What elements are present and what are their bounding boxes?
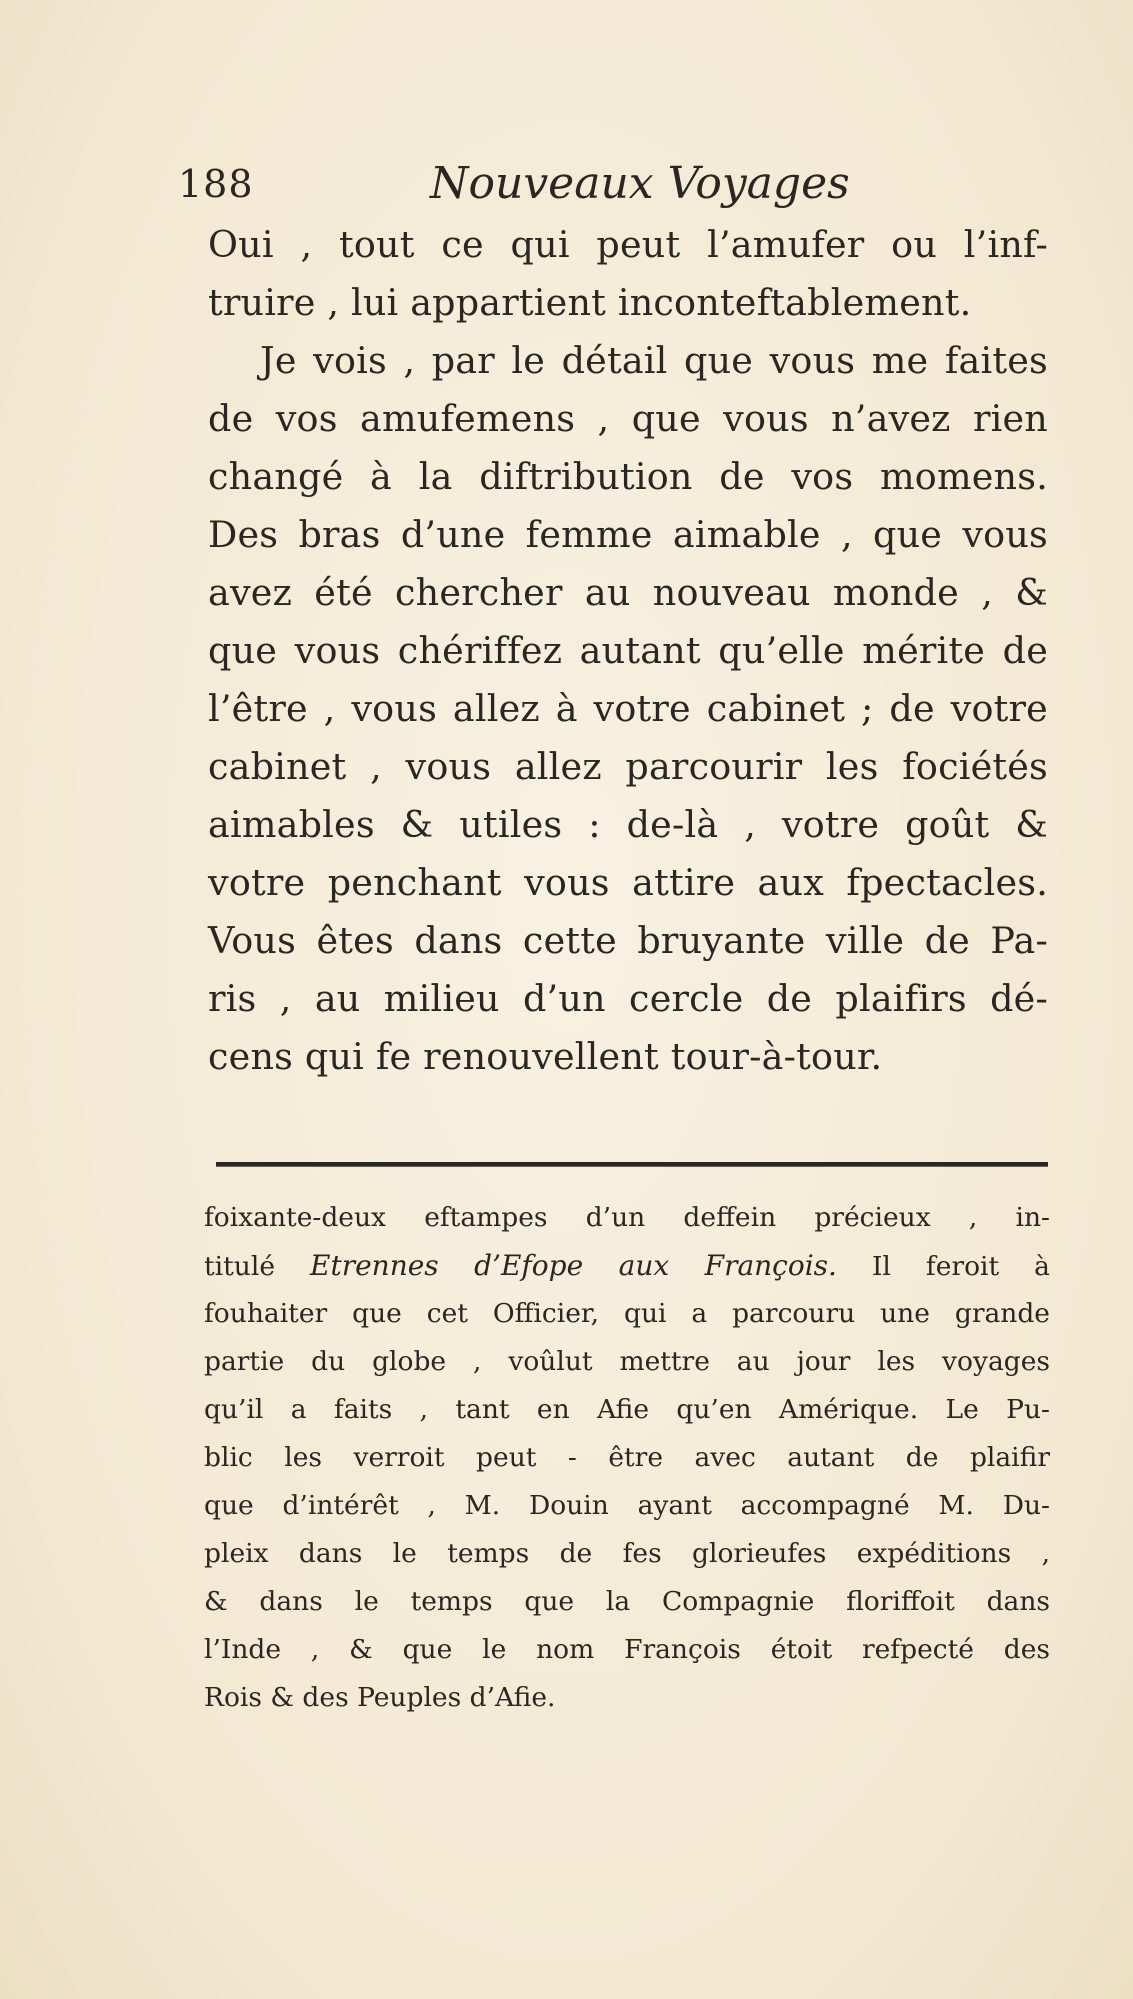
- text-line: Oui , tout ce qui peut l’amufer ou l’inf-: [208, 223, 1048, 266]
- book-title: Etrennes d’Efope aux François.: [310, 1249, 837, 1282]
- text-line: Des bras d’une femme aimable , que vous: [208, 513, 1048, 556]
- text-line: Vous êtes dans cette bruyante ville de Pa-: [208, 919, 1048, 962]
- footnote-text: titulé: [204, 1251, 275, 1282]
- footnote-line: foixante-deux eftampes d’un deffein précieux , in-: [204, 1202, 1050, 1233]
- footnote: [204, 1194, 1050, 1722]
- text-line: l’être , vous allez à votre cabinet ; de votre: [208, 687, 1048, 730]
- footnote-line: que d’intérêt , M. Douin ayant accompagné M. Du-: [204, 1490, 1050, 1521]
- text-line: votre penchant vous attire aux fpectacles.: [208, 861, 1048, 904]
- footnote-line: qu’il a faits , tant en Afie qu’en Amérique. Le Pu-: [204, 1394, 1050, 1425]
- footnote-line: blic les verroit peut - être avec autant de plaifir: [204, 1442, 1050, 1473]
- page-number: 188: [178, 162, 254, 206]
- footnote-line: & dans le temps que la Compagnie floriffoit dans: [204, 1586, 1050, 1617]
- text-line: cens qui fe renouvellent tour-à-tour.: [208, 1035, 883, 1078]
- text-line: truire , lui appartient inconteftablement.: [208, 281, 972, 324]
- text-line: Je vois , par le détail que vous me faites: [260, 339, 1048, 382]
- footnote-line: l’Inde , & que le nom François étoit refpecté des: [204, 1634, 1050, 1665]
- page-header: [178, 158, 958, 218]
- text-line: ris , au milieu d’un cercle de plaifirs dé-: [208, 977, 1048, 1020]
- text-line: cabinet , vous allez parcourir les fociétés: [208, 745, 1048, 788]
- text-line: aimables & utiles : de-là , votre goût &: [208, 803, 1048, 846]
- text-line: avez été chercher au nouveau monde , &: [208, 571, 1048, 614]
- text-line: de vos amufemens , que vous n’avez rien: [208, 397, 1048, 440]
- footnote-line: partie du globe , voûlut mettre au jour les voyages: [204, 1346, 1050, 1377]
- running-title: Nouveaux Voyages: [430, 158, 850, 209]
- footnote-line: [204, 1242, 1050, 1290]
- text-line: changé à la diftribution de vos momens.: [208, 455, 1048, 498]
- footnote-line: Rois & des Peuples d’Afie.: [204, 1682, 556, 1713]
- text-line: que vous chériffez autant qu’elle mérite de: [208, 629, 1048, 672]
- footnote-rule: [216, 1162, 1048, 1167]
- main-text: [208, 216, 1048, 1086]
- footnote-line: pleix dans le temps de fes glorieufes expéditions ,: [204, 1538, 1050, 1569]
- footnote-line: fouhaiter que cet Officier, qui a parcouru une grande: [204, 1298, 1050, 1329]
- footnote-text: Il feroit à: [871, 1251, 1050, 1282]
